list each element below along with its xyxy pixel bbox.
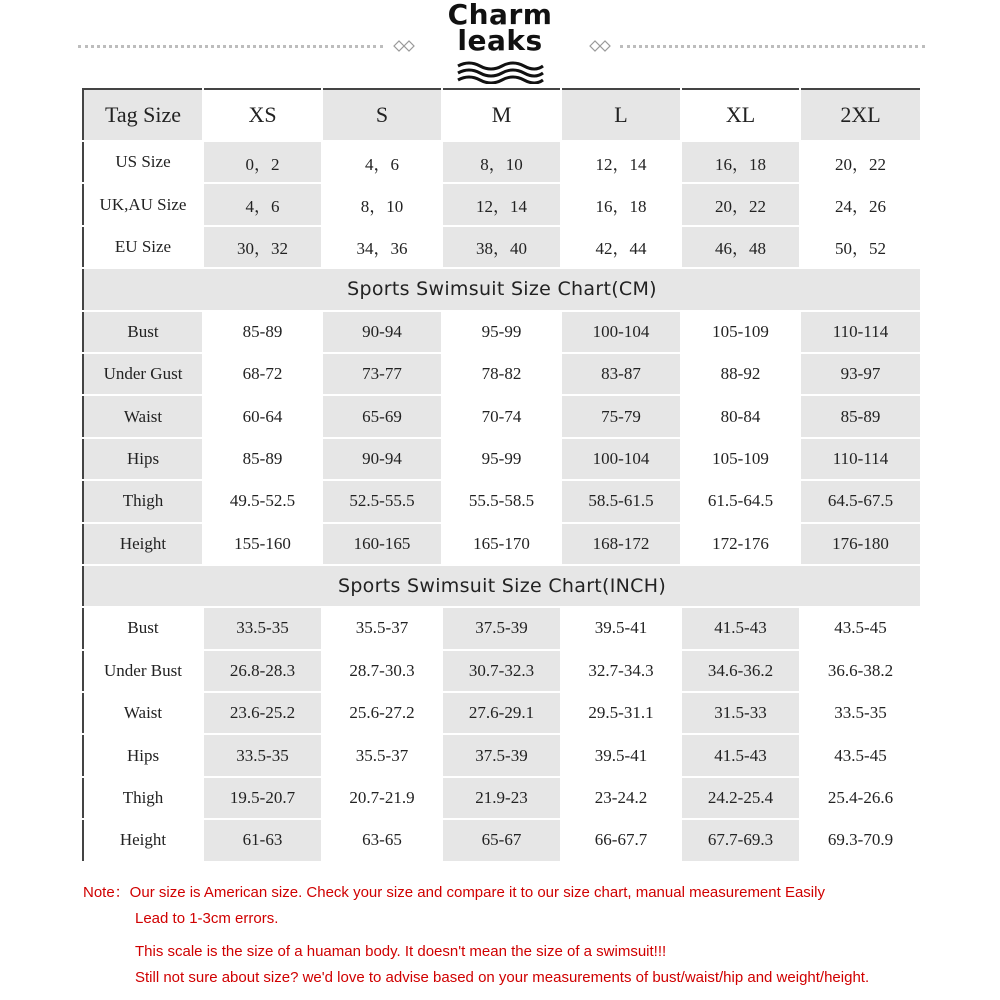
table-cell: 32.7-34.3: [561, 650, 681, 692]
cm-measurement-row: [83, 480, 921, 522]
row-label: UK,AU Size: [83, 183, 203, 225]
table-cell: 69.3-70.9: [800, 819, 921, 861]
table-cell: 23-24.2: [561, 777, 681, 819]
table-cell: 0，2: [203, 141, 322, 183]
cm-measurement-row: [83, 311, 921, 353]
size-notes: [83, 880, 983, 991]
right-dotted-divider: [620, 45, 925, 48]
table-cell: 33.5-35: [800, 692, 921, 734]
table-cell: 41.5-43: [681, 607, 800, 649]
table-cell: XL: [681, 89, 800, 141]
cm-measurement-row: [83, 438, 921, 480]
table-cell: 49.5-52.5: [203, 480, 322, 522]
note-line-1: Note：Our size is American size. Check your size and compare it to our size chart, manual measurement Easily: [83, 884, 825, 901]
table-cell: 34.6-36.2: [681, 650, 800, 692]
table-cell: 85-89: [203, 438, 322, 480]
table-cell: 4，6: [322, 141, 442, 183]
table-cell: 31.5-33: [681, 692, 800, 734]
note-line-4: Still not sure about size? we'd love to advise based on your measurements of bust/waist/hip and weight/height.: [135, 969, 870, 986]
table-cell: 165-170: [442, 523, 561, 565]
row-label: EU Size: [83, 226, 203, 268]
table-cell: 50，52: [800, 226, 921, 268]
table-cell: 88-92: [681, 353, 800, 395]
table-cell: 110-114: [800, 311, 921, 353]
table-cell: 65-69: [322, 395, 442, 437]
cm-chart-title-row: [83, 268, 921, 310]
note-line-2: Lead to 1-3cm errors.: [135, 910, 279, 927]
table-cell: 52.5-55.5: [322, 480, 442, 522]
cm-chart-title: Sports Swimsuit Size Chart(CM): [83, 268, 921, 310]
table-cell: 24，26: [800, 183, 921, 225]
table-cell: 37.5-39: [442, 607, 561, 649]
table-cell: 100-104: [561, 438, 681, 480]
tag-size-header-row: [83, 89, 921, 141]
table-cell: L: [561, 89, 681, 141]
inch-chart-title-row: [83, 565, 921, 607]
row-label: Thigh: [83, 777, 203, 819]
row-label: US Size: [83, 141, 203, 183]
inch-measurement-row: [83, 777, 921, 819]
table-cell: 160-165: [322, 523, 442, 565]
table-cell: 12，14: [561, 141, 681, 183]
table-cell: 61.5-64.5: [681, 480, 800, 522]
table-cell: 85-89: [800, 395, 921, 437]
table-cell: 60-64: [203, 395, 322, 437]
table-cell: 39.5-41: [561, 734, 681, 776]
row-label: Height: [83, 523, 203, 565]
table-cell: 43.5-45: [800, 607, 921, 649]
table-cell: 80-84: [681, 395, 800, 437]
table-cell: 176-180: [800, 523, 921, 565]
table-cell: 16，18: [681, 141, 800, 183]
table-cell: 33.5-35: [203, 607, 322, 649]
table-cell: 168-172: [561, 523, 681, 565]
row-label: Waist: [83, 395, 203, 437]
table-cell: 105-109: [681, 311, 800, 353]
table-cell: XS: [203, 89, 322, 141]
logo-waves-icon: [455, 60, 545, 84]
table-cell: 23.6-25.2: [203, 692, 322, 734]
page-header: [0, 0, 1000, 88]
table-cell: 25.6-27.2: [322, 692, 442, 734]
right-diamond-ornament-icon: [586, 39, 616, 53]
table-cell: 61-63: [203, 819, 322, 861]
row-label: Thigh: [83, 480, 203, 522]
table-cell: 29.5-31.1: [561, 692, 681, 734]
table-cell: 24.2-25.4: [681, 777, 800, 819]
table-cell: 4，6: [203, 183, 322, 225]
table-cell: 41.5-43: [681, 734, 800, 776]
table-cell: 39.5-41: [561, 607, 681, 649]
table-cell: 63-65: [322, 819, 442, 861]
table-cell: 21.9-23: [442, 777, 561, 819]
table-cell: M: [442, 89, 561, 141]
table-cell: 70-74: [442, 395, 561, 437]
table-cell: 90-94: [322, 438, 442, 480]
table-cell: 30.7-32.3: [442, 650, 561, 692]
brand-line-2: leaks: [457, 24, 543, 57]
table-cell: 67.7-69.3: [681, 819, 800, 861]
brand-logo: [430, 0, 570, 57]
table-cell: 20，22: [800, 141, 921, 183]
cm-measurement-row: [83, 395, 921, 437]
table-cell: 68-72: [203, 353, 322, 395]
table-cell: 95-99: [442, 311, 561, 353]
row-label: Under Gust: [83, 353, 203, 395]
table-cell: 58.5-61.5: [561, 480, 681, 522]
table-cell: 19.5-20.7: [203, 777, 322, 819]
inch-measurement-row: [83, 734, 921, 776]
row-label: Hips: [83, 438, 203, 480]
table-cell: 27.6-29.1: [442, 692, 561, 734]
table-cell: 8，10: [322, 183, 442, 225]
note-line-3: This scale is the size of a huaman body. It doesn't mean the size of a swimsuit!!!: [135, 943, 667, 960]
inch-measurement-row: [83, 819, 921, 861]
cm-measurement-row: [83, 353, 921, 395]
size-conversion-row: [83, 141, 921, 183]
table-cell: 110-114: [800, 438, 921, 480]
table-cell: 100-104: [561, 311, 681, 353]
table-cell: 30，32: [203, 226, 322, 268]
row-label: Bust: [83, 607, 203, 649]
table-cell: 20，22: [681, 183, 800, 225]
size-conversion-row: [83, 183, 921, 225]
table-cell: 8，10: [442, 141, 561, 183]
row-label: Tag Size: [83, 89, 203, 141]
row-label: Hips: [83, 734, 203, 776]
table-cell: 12，14: [442, 183, 561, 225]
table-cell: 37.5-39: [442, 734, 561, 776]
table-cell: 28.7-30.3: [322, 650, 442, 692]
table-cell: 16，18: [561, 183, 681, 225]
inch-measurement-row: [83, 650, 921, 692]
table-cell: 33.5-35: [203, 734, 322, 776]
table-cell: 155-160: [203, 523, 322, 565]
cm-measurement-row: [83, 523, 921, 565]
table-cell: 35.5-37: [322, 607, 442, 649]
table-cell: 64.5-67.5: [800, 480, 921, 522]
left-diamond-ornament-icon: [388, 39, 418, 53]
row-label: Under Bust: [83, 650, 203, 692]
size-chart-table: [82, 88, 922, 863]
table-cell: 83-87: [561, 353, 681, 395]
row-label: Bust: [83, 311, 203, 353]
table-cell: 93-97: [800, 353, 921, 395]
table-cell: 36.6-38.2: [800, 650, 921, 692]
table-cell: 26.8-28.3: [203, 650, 322, 692]
size-conversion-row: [83, 226, 921, 268]
table-cell: 35.5-37: [322, 734, 442, 776]
table-cell: 78-82: [442, 353, 561, 395]
table-cell: 66-67.7: [561, 819, 681, 861]
table-cell: 38，40: [442, 226, 561, 268]
table-cell: 46，48: [681, 226, 800, 268]
table-cell: 65-67: [442, 819, 561, 861]
inch-measurement-row: [83, 607, 921, 649]
table-cell: 34，36: [322, 226, 442, 268]
table-cell: 55.5-58.5: [442, 480, 561, 522]
table-cell: 73-77: [322, 353, 442, 395]
table-cell: 90-94: [322, 311, 442, 353]
table-cell: 75-79: [561, 395, 681, 437]
table-cell: 42，44: [561, 226, 681, 268]
row-label: Waist: [83, 692, 203, 734]
table-cell: 85-89: [203, 311, 322, 353]
inch-measurement-row: [83, 692, 921, 734]
inch-chart-title: Sports Swimsuit Size Chart(INCH): [83, 565, 921, 607]
table-cell: 95-99: [442, 438, 561, 480]
brand-line-1: Charm: [447, 0, 553, 31]
table-cell: S: [322, 89, 442, 141]
left-dotted-divider: [78, 45, 383, 48]
table-cell: 20.7-21.9: [322, 777, 442, 819]
table-cell: 25.4-26.6: [800, 777, 921, 819]
table-cell: 43.5-45: [800, 734, 921, 776]
row-label: Height: [83, 819, 203, 861]
table-cell: 2XL: [800, 89, 921, 141]
table-cell: 105-109: [681, 438, 800, 480]
table-cell: 172-176: [681, 523, 800, 565]
